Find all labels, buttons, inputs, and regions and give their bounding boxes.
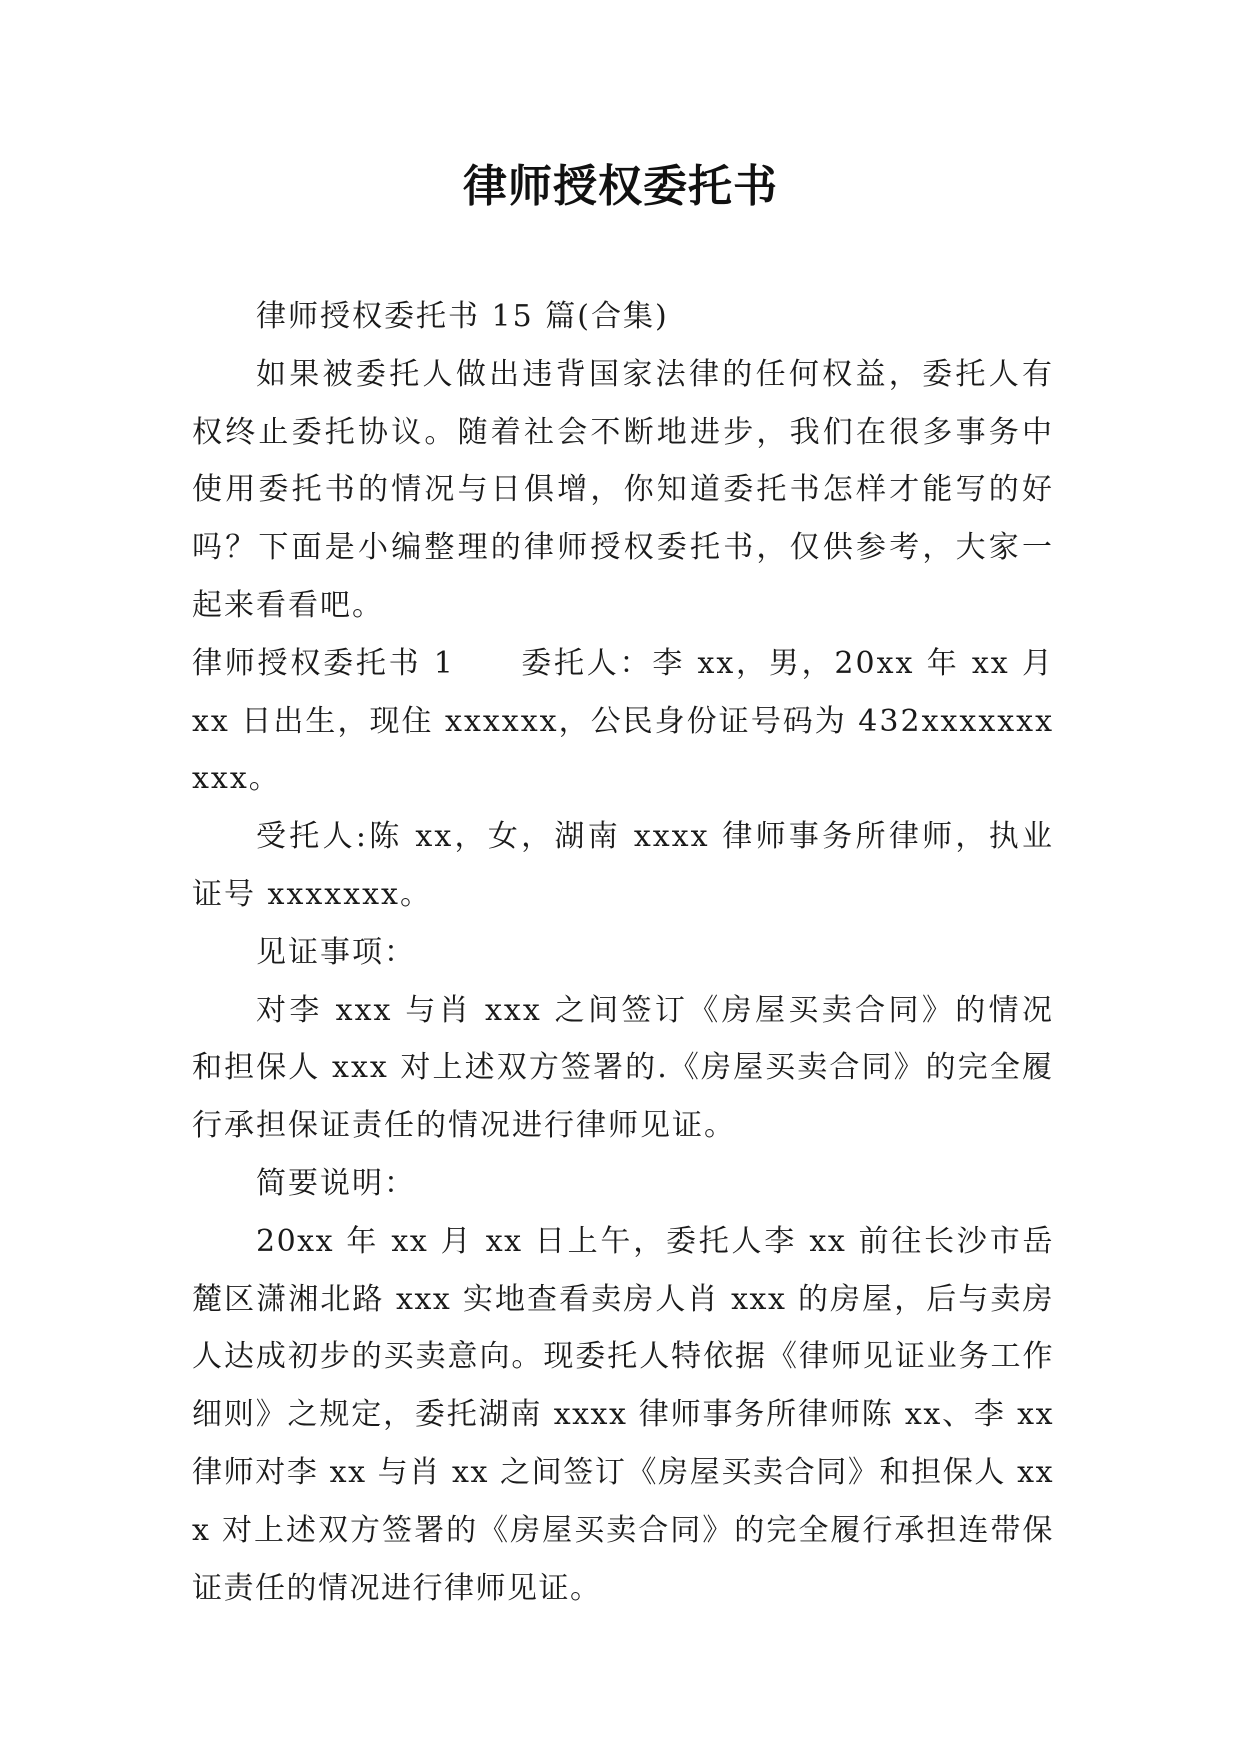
witness-matters-paragraph: 对李 xxx 与肖 xxx 之间签订《房屋买卖合同》的情况和担保人 xxx 对上述双方签署的.《房屋买卖合同》的完全履行承担保证责任的情况进行律师见证。 bbox=[192, 992, 1054, 1144]
intro-paragraph: 如果被委托人做出违背国家法律的任何权益，委托人有权终止委托协议。随着社会不断地进步，我们在很多事务中使用委托书的情况与日俱增，你知道委托书怎样才能写的好吗？下面是小编整理的律师授权委托书，仅供参考，大家一起来看看吧。 bbox=[192, 356, 1054, 623]
subtitle-paragraph: 律师授权委托书 15 篇(合集) bbox=[256, 299, 669, 334]
witness-matters-heading: 见证事项： bbox=[256, 934, 416, 970]
document-title: 律师授权委托书 bbox=[463, 161, 778, 212]
brief-description-heading: 简要说明： bbox=[256, 1165, 416, 1201]
agent-paragraph: 受托人:陈 xx，女，湖南 xxxx 律师事务所律师，执业证号 xxxxxxx。 bbox=[192, 819, 1054, 912]
document-body bbox=[192, 288, 1054, 1617]
client-paragraph: 律师授权委托书 1 委托人：李 xx，男，20xx 年 xx 月 xx 日出生，现住 xxxxxx，公民身份证号码为 432xxxxxxxxxx。 bbox=[192, 645, 1054, 797]
brief-description-paragraph: 20xx 年 xx 月 xx 日上午，委托人李 xx 前往长沙市岳麓区潇湘北路 xxx 实地查看卖房人肖 xxx 的房屋，后与卖房人达成初步的买卖意向。现委托人特依据《律师见证业务工作细则》之规定，委托湖南 xxxx 律师事务所律师陈 xx、李 xx 律师对李 xx 与肖 xx 之间签订《房屋买卖合同》和担保人 xxx 对上述双方签署的《房屋买卖合同》的完全履行承担连带保证责任的情况进行律师见证。 bbox=[192, 1223, 1054, 1606]
